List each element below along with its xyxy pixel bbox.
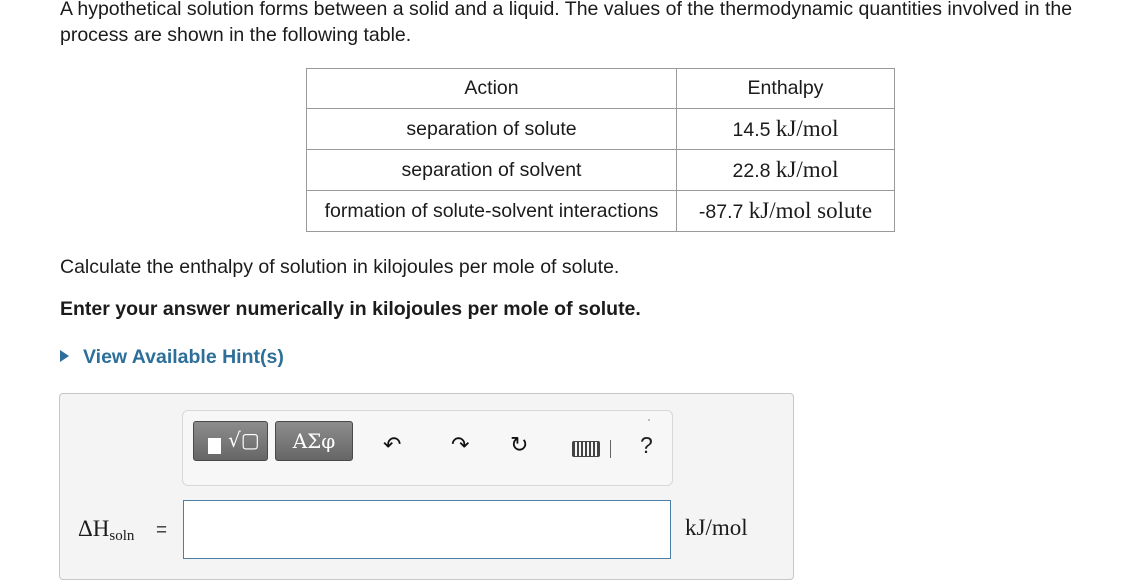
table-header-row [307,69,895,109]
question-text: Calculate the enthalpy of solution in kilojoules per mole of solute. [60,256,620,278]
answer-panel [59,393,794,580]
delta-h-symbol: ΔH [78,516,110,541]
action-cell: formation of solute-solvent interactions [307,191,677,232]
table-row [307,191,895,232]
toolbar-dot [648,419,650,421]
help-button[interactable]: ? [640,432,653,458]
templates-button[interactable] [193,421,268,461]
action-cell: separation of solute [307,109,677,150]
redo-icon[interactable]: ↷ [451,433,470,458]
undo-icon[interactable]: ↶ [383,433,402,458]
greek-symbols-button[interactable]: ΑΣφ [275,421,353,461]
enthalpy-unit: kJ/mol solute [748,198,873,223]
view-hints-label: View Available Hint(s) [83,346,284,368]
keyboard-icon[interactable] [572,441,600,457]
enthalpy-cell [677,191,895,232]
table-row [307,150,895,191]
column-header-enthalpy: Enthalpy [677,69,895,109]
enthalpy-unit: kJ/mol [775,116,839,141]
table-row [307,109,895,150]
radical-template-icon: √▢ [228,428,260,452]
enthalpy-unit: kJ/mol [775,157,839,182]
answer-instruction: Enter your answer numerically in kilojoules per mole of solute. [60,298,641,320]
reset-icon[interactable]: ↻ [510,433,529,458]
enthalpy-value: 14.5 [732,119,771,141]
enthalpy-table [306,68,895,232]
box-icon [208,438,221,454]
toolbar-divider [610,440,611,458]
answer-input[interactable] [183,500,671,559]
problem-intro: A hypothetical solution forms between a solid and a liquid. The values of the thermodynamic quantities involved in the process are shown in the following table. [60,0,1073,46]
enthalpy-cell [677,109,895,150]
view-hints-link[interactable] [60,346,284,369]
enthalpy-value: 22.8 [732,160,771,182]
enthalpy-cell [677,150,895,191]
action-cell: separation of solvent [307,150,677,191]
answer-unit: kJ/mol [685,515,748,540]
column-header-action: Action [307,69,677,109]
equals-sign: = [156,520,168,541]
expand-triangle-icon [60,350,69,362]
math-toolbar [182,410,673,486]
enthalpy-value: -87.7 [698,201,744,223]
answer-variable-label [78,516,134,545]
soln-subscript: soln [109,528,135,544]
